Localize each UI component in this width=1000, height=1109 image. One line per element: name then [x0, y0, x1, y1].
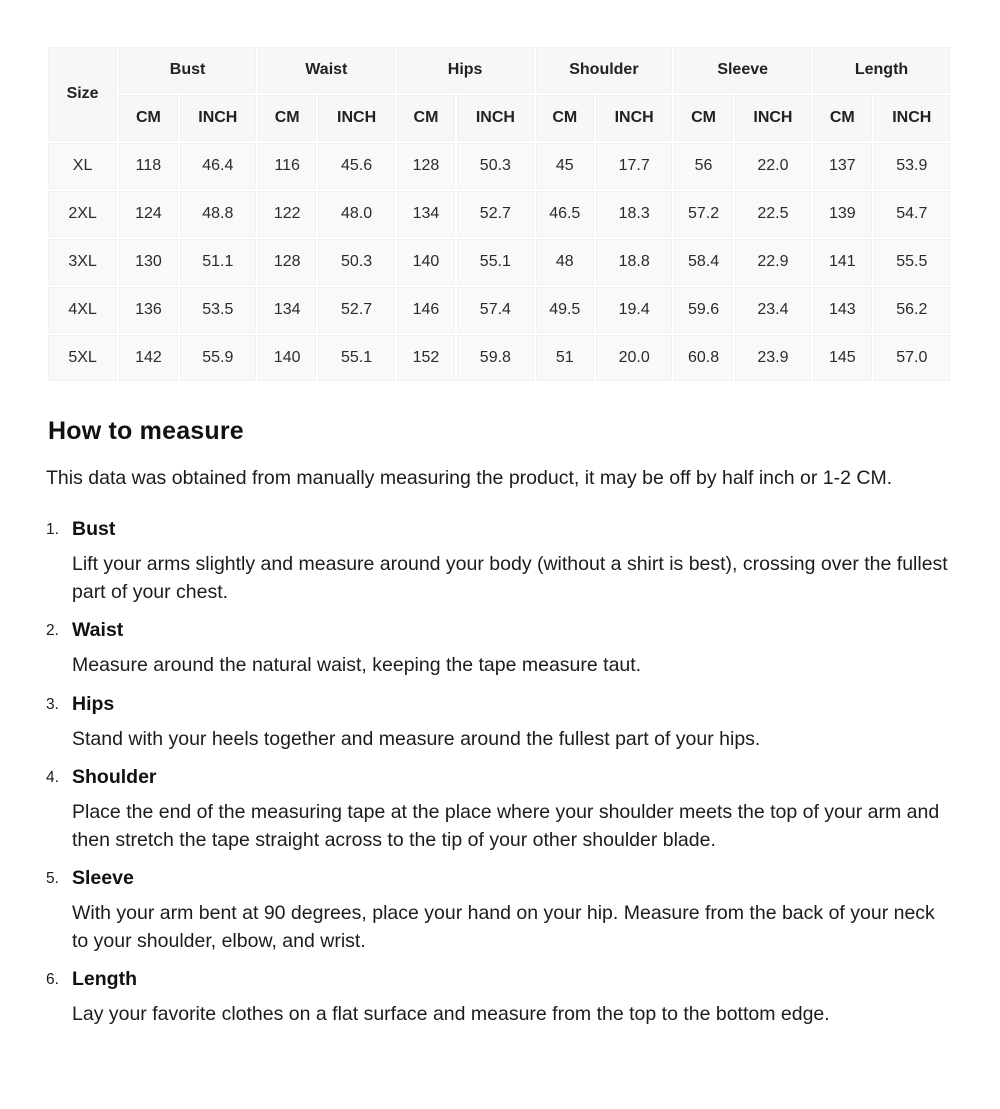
measure-disclaimer: This data was obtained from manually measuring the product, it may be off by half inch or 1-2 CM. — [46, 467, 893, 489]
measure-step-term: Length — [72, 968, 137, 990]
size-chart-table — [46, 45, 952, 383]
measurement-cell: 45 — [536, 143, 595, 189]
measurement-cell: 146 — [397, 287, 456, 333]
measurement-cell: 118 — [119, 143, 178, 189]
measurement-cell: 122 — [258, 191, 317, 237]
measurement-cell: 57.2 — [674, 191, 733, 237]
size-row — [48, 239, 950, 285]
measure-step-term: Sleeve — [72, 867, 134, 889]
column-group-length: Length — [813, 47, 950, 93]
unit-header-cm: CM — [813, 95, 872, 141]
measurement-cell: 60.8 — [674, 335, 733, 381]
measurement-cell: 22.0 — [735, 143, 811, 189]
measurement-cell: 134 — [397, 191, 456, 237]
measurement-cell: 22.9 — [735, 239, 811, 285]
measurement-cell: 59.6 — [674, 287, 733, 333]
how-to-measure-section — [46, 417, 952, 1029]
size-chart-header — [48, 47, 950, 141]
measurement-cell: 23.9 — [735, 335, 811, 381]
measurement-cell: 51.1 — [180, 239, 256, 285]
measure-step-description: Measure around the natural waist, keeping the tape measure taut. — [72, 654, 642, 676]
unit-header-inch: INCH — [735, 95, 811, 141]
measurement-cell: 46.5 — [536, 191, 595, 237]
unit-header-inch: INCH — [874, 95, 950, 141]
column-group-sleeve: Sleeve — [674, 47, 811, 93]
measurement-cell: 48.0 — [318, 191, 394, 237]
measurement-cell: 52.7 — [318, 287, 394, 333]
size-label-cell: 3XL — [48, 239, 117, 285]
measurement-cell: 48 — [536, 239, 595, 285]
measure-step — [46, 516, 952, 606]
group-header-row — [48, 47, 950, 93]
measurement-cell: 51 — [536, 335, 595, 381]
measurement-cell: 56.2 — [874, 287, 950, 333]
measurement-cell: 141 — [813, 239, 872, 285]
column-group-hips: Hips — [397, 47, 534, 93]
column-group-bust: Bust — [119, 47, 256, 93]
unit-header-row — [48, 95, 950, 141]
measure-step — [46, 764, 952, 854]
measurement-cell: 23.4 — [735, 287, 811, 333]
measure-step-description: Stand with your heels together and measure around the fullest part of your hips. — [72, 727, 761, 750]
size-column-header: Size — [48, 47, 117, 141]
measurement-cell: 46.4 — [180, 143, 256, 189]
measure-step-term: Bust — [72, 518, 116, 540]
measurement-cell: 50.3 — [457, 143, 533, 189]
section-title: How to measure — [48, 417, 244, 445]
unit-header-inch: INCH — [180, 95, 256, 141]
measure-step — [46, 966, 952, 1029]
measurement-cell: 136 — [119, 287, 178, 333]
size-row — [48, 191, 950, 237]
measurement-cell: 19.4 — [596, 287, 672, 333]
measurement-cell: 145 — [813, 335, 872, 381]
measurement-cell: 134 — [258, 287, 317, 333]
size-label-cell: XL — [48, 143, 117, 189]
size-row — [48, 335, 950, 381]
measurement-cell: 58.4 — [674, 239, 733, 285]
measure-steps-list — [46, 516, 952, 1029]
measurement-cell: 55.5 — [874, 239, 950, 285]
measurement-cell: 45.6 — [318, 143, 394, 189]
measurement-cell: 48.8 — [180, 191, 256, 237]
unit-header-inch: INCH — [596, 95, 672, 141]
measurement-cell: 57.4 — [457, 287, 533, 333]
measurement-cell: 128 — [258, 239, 317, 285]
size-label-cell: 2XL — [48, 191, 117, 237]
measurement-cell: 17.7 — [596, 143, 672, 189]
measurement-cell: 18.8 — [596, 239, 672, 285]
unit-header-cm: CM — [536, 95, 595, 141]
measurement-cell: 56 — [674, 143, 733, 189]
measure-step-term: Waist — [72, 619, 124, 641]
measurement-cell: 55.9 — [180, 335, 256, 381]
measurement-cell: 130 — [119, 239, 178, 285]
measure-step-term: Shoulder — [72, 766, 157, 788]
size-label-cell: 4XL — [48, 287, 117, 333]
measure-step — [46, 617, 952, 680]
measurement-cell: 57.0 — [874, 335, 950, 381]
measurement-cell: 55.1 — [318, 335, 394, 381]
measurement-cell: 139 — [813, 191, 872, 237]
size-table-body — [48, 143, 950, 381]
measurement-cell: 53.9 — [874, 143, 950, 189]
size-row — [48, 287, 950, 333]
measure-step-description: Place the end of the measuring tape at the place where your shoulder meets the top of your arm and then stretch the tape straight across to the tip of your other shoulder blade. — [72, 801, 940, 851]
unit-header-inch: INCH — [318, 95, 394, 141]
measurement-cell: 124 — [119, 191, 178, 237]
size-label-cell: 5XL — [48, 335, 117, 381]
unit-header-cm: CM — [119, 95, 178, 141]
measurement-cell: 54.7 — [874, 191, 950, 237]
unit-header-cm: CM — [397, 95, 456, 141]
unit-header-cm: CM — [258, 95, 317, 141]
measurement-cell: 137 — [813, 143, 872, 189]
column-group-waist: Waist — [258, 47, 395, 93]
measure-step-term: Hips — [72, 692, 115, 715]
measure-step — [46, 691, 952, 754]
column-group-shoulder: Shoulder — [536, 47, 673, 93]
measure-step — [46, 865, 952, 955]
measurement-cell: 152 — [397, 335, 456, 381]
measurement-cell: 143 — [813, 287, 872, 333]
measurement-cell: 52.7 — [457, 191, 533, 237]
measurement-cell: 20.0 — [596, 335, 672, 381]
measurement-cell: 50.3 — [318, 239, 394, 285]
measurement-cell: 55.1 — [457, 239, 533, 285]
measurement-cell: 128 — [397, 143, 456, 189]
measure-step-description: Lay your favorite clothes on a flat surface and measure from the top to the bottom edge. — [72, 1003, 830, 1025]
measurement-cell: 140 — [258, 335, 317, 381]
size-row — [48, 143, 950, 189]
unit-header-inch: INCH — [457, 95, 533, 141]
unit-header-cm: CM — [674, 95, 733, 141]
measurement-cell: 49.5 — [536, 287, 595, 333]
measure-step-description: Lift your arms slightly and measure around your body (without a shirt is best), crossing over the fullest part of your chest. — [72, 553, 948, 603]
measurement-cell: 142 — [119, 335, 178, 381]
measure-step-description: With your arm bent at 90 degrees, place your hand on your hip. Measure from the back of your neck to your shoulder, elbow, and wrist. — [72, 902, 935, 952]
measurement-cell: 53.5 — [180, 287, 256, 333]
measurement-cell: 59.8 — [457, 335, 533, 381]
measurement-cell: 22.5 — [735, 191, 811, 237]
measurement-cell: 140 — [397, 239, 456, 285]
measurement-cell: 116 — [258, 143, 317, 189]
measurement-cell: 18.3 — [596, 191, 672, 237]
